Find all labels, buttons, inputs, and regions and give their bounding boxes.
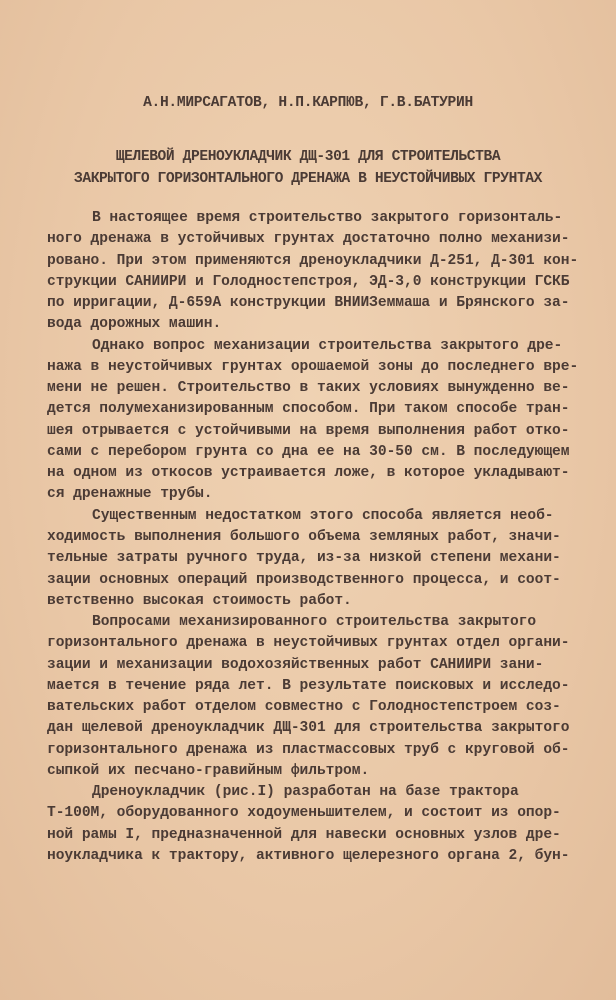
text-line: горизонтального дренажа в неустойчивых грунтах отдел органи- (47, 635, 570, 652)
paragraph (47, 336, 607, 506)
article-body (47, 208, 607, 867)
text-line: Т-100М, оборудованного ходоуменьшителем, и состоит из опор- (47, 805, 561, 822)
title-line: ЩЕЛЕВОЙ ДРЕНОУКЛАДЧИК ДЩ-301 ДЛЯ СТРОИТЕЛЬСТВА (115, 149, 501, 165)
paragraph (47, 208, 607, 336)
text-line: мается в течение ряда лет. В результате поисковых и исследо- (47, 677, 570, 694)
text-line: дан щелевой дреноукладчик ДЩ-301 для строительства закрытого (47, 720, 570, 737)
text-line: струкции САНИИРИ и Голодностепстроя, ЭД-3,0 конструкции ГСКБ (47, 273, 570, 290)
text-line: ровано. При этом применяются дреноукладчики Д-251, Д-301 кон- (47, 252, 579, 269)
text-line: Однако вопрос механизации строительства закрытого дре- (92, 337, 563, 354)
text-line: Существенным недостатком этого способа является необ- (92, 507, 554, 524)
text-line: ного дренажа в устойчивых грунтах достаточно полно механизи- (47, 231, 570, 248)
title-line: ЗАКРЫТОГО ГОРИЗОНТАЛЬНОГО ДРЕНАЖА В НЕУСТОЙЧИВЫХ ГРУНТАХ (73, 171, 543, 187)
text-line: нажа в неустойчивых грунтах орошаемой зоны до последнего вре- (47, 358, 579, 375)
text-line: тельные затраты ручного труда, из-за низкой степени механи- (47, 550, 561, 567)
text-line: сыпкой их песчано-гравийным фильтром. (47, 762, 370, 779)
paragraph (47, 782, 607, 867)
text-line: Дреноукладчик (рис.I) разработан на базе трактора (92, 784, 519, 801)
text-line: шея отрывается с устойчивыми на время выполнения работ отко- (47, 422, 570, 439)
text-line: В настоящее время строительство закрытого горизонталь- (92, 210, 563, 226)
text-line: зации и механизации водохозяйственных работ САНИИРИ зани- (47, 656, 544, 673)
text-line: зации основных операций производственного процесса, и соот- (47, 571, 561, 588)
paragraph (47, 612, 607, 782)
text-line: ветственно высокая стоимость работ. (47, 592, 352, 609)
article-title (0, 146, 616, 190)
text-line: сами с перебором грунта со дна ее на 30-50 см. В последующем (47, 443, 570, 460)
text-line: ся дренажные трубы. (47, 486, 213, 503)
text-line: мени не решен. Строительство в таких условиях вынужденно ве- (47, 380, 570, 397)
text-line: ноукладчика к трактору, активного щелерезного органа 2, бун- (47, 847, 570, 864)
text-line: вода дорожных машин. (47, 316, 222, 333)
paragraph (47, 506, 607, 612)
text-line: горизонтального дренажа из пластмассовых труб с круговой об- (47, 741, 570, 758)
text-line: по ирригации, Д-659А конструкции ВНИИЗеммаша и Брянского за- (47, 295, 570, 312)
text-line: ной рамы I, предназначенной для навески основных узлов дре- (47, 826, 561, 843)
text-line: Вопросами механизированного строительства закрытого (92, 614, 537, 631)
authors: А.Н.МИРСАГАТОВ, Н.П.КАРПЮВ, Г.В.БАТУРИН (143, 95, 473, 111)
text-line: ходимость выполнения большого объема земляных работ, значи- (47, 528, 561, 545)
text-line: дется полумеханизированным способом. При таком способе тран- (47, 401, 570, 418)
text-line: вательских работ отделом совместно с Голодностепстроем соз- (47, 699, 561, 716)
text-line: на одном из откосов устраивается ложе, в которое укладывают- (47, 465, 570, 482)
